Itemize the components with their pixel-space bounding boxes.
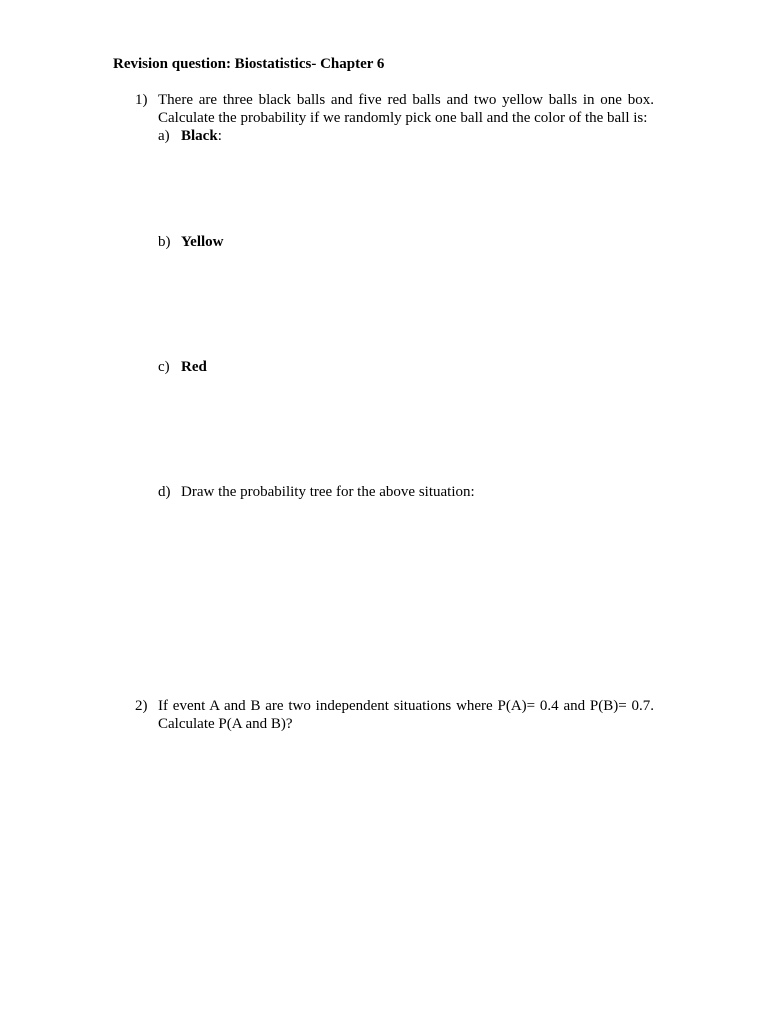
part-a-label: Black xyxy=(181,128,218,144)
part-c-letter: c) xyxy=(158,359,170,375)
question-2-number: 2) xyxy=(135,698,148,714)
part-d-letter: d) xyxy=(158,484,171,500)
part-d-text: Draw the probability tree for the above situation: xyxy=(181,484,475,500)
part-c-label: Red xyxy=(181,359,207,375)
document-title: Revision question: Biostatistics- Chapter 6 xyxy=(113,56,385,72)
question-1-text xyxy=(158,91,654,127)
part-a-text xyxy=(181,127,222,145)
part-b-letter: b) xyxy=(158,234,171,250)
question-1-line-2: Calculate the probability if we randomly pick one ball and the color of the ball is: xyxy=(158,110,648,126)
part-a-letter: a) xyxy=(158,128,170,144)
question-1-line-1: There are three black balls and five red balls and two yellow balls in one box. xyxy=(158,92,654,108)
part-a-suffix: : xyxy=(217,128,222,144)
question-2-text xyxy=(158,697,654,733)
part-b-label: Yellow xyxy=(181,234,224,250)
question-1-number: 1) xyxy=(135,92,148,108)
question-2-line-2: Calculate P(A and B)? xyxy=(158,716,293,732)
question-2-line-1: If event A and B are two independent situations where P(A)= 0.4 and P(B)= 0.7. xyxy=(158,698,654,714)
